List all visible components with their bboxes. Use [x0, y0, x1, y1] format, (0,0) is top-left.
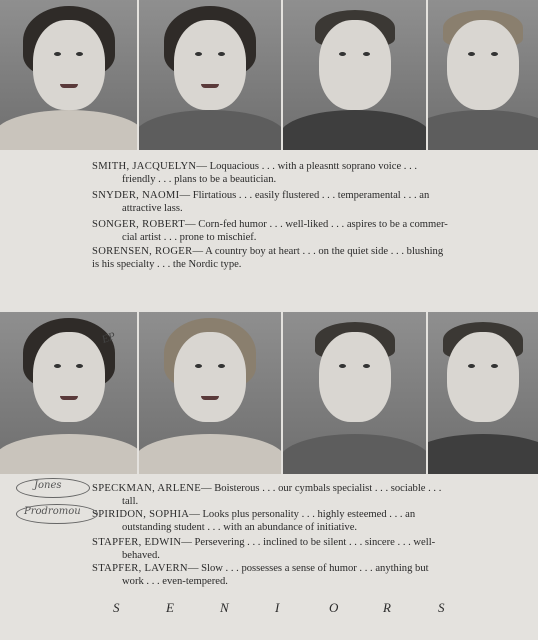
student-description-cont: outstanding student . . . with an abundance of initiative. — [122, 522, 358, 533]
student-description: — Corn-fed humor . . . well-liked . . . aspires to be a commer- — [185, 219, 448, 230]
student-name: SPECKMAN, ARLENE — [92, 483, 201, 494]
student-description: — Boisterous . . . our cymbals specialist . . . sociable . . . — [200, 483, 442, 494]
portrait-photo-songer — [283, 0, 426, 150]
footer-letter: S — [438, 600, 451, 615]
caption-stapfer-edwin — [92, 536, 477, 562]
student-description-cont: cial artist . . . prone to mischief. — [122, 232, 257, 243]
student-description-cont: is his specialty . . . the Nordic type. — [92, 259, 242, 270]
handwritten-note-jones: Jones — [34, 480, 62, 491]
student-name: SORENSEN, ROGER — [92, 246, 193, 257]
caption-spiridon — [92, 508, 477, 534]
caption-sorensen — [92, 245, 477, 271]
footer-letter: E — [166, 600, 180, 615]
footer-letter: I — [275, 600, 286, 615]
student-description-cont: friendly . . . plans to be a beautician. — [122, 174, 277, 185]
caption-speckman — [92, 482, 477, 508]
caption-snyder — [92, 189, 477, 215]
handwritten-initials: EP — [100, 330, 118, 346]
student-description: — A country boy at heart . . . on the quiet side . . . blushing — [192, 246, 444, 257]
student-name: SNYDER, NAOMI — [92, 190, 180, 201]
student-description: — Loquacious . . . with a pleasntt soprano voice . . . — [196, 161, 418, 172]
handwritten-note-prodromou: Prodromou — [24, 506, 81, 517]
portrait-photo-sorensen — [428, 0, 538, 150]
footer-letter: O — [329, 600, 345, 615]
student-description: — Slow . . . possesses a sense of humor . . . anything but — [187, 563, 429, 574]
portrait-photo-stapfer-edwin — [283, 312, 426, 474]
portrait-photo-smith — [0, 0, 137, 150]
student-name: STAPFER, LAVERN — [92, 563, 188, 574]
portrait-photo-spiridon — [139, 312, 281, 474]
student-description: — Persevering . . . inclined to be silent . . . sincere . . . well- — [181, 537, 436, 548]
student-description-cont: behaved. — [122, 550, 160, 561]
student-description-cont: work . . . even-tempered. — [122, 576, 228, 587]
student-name: SMITH, JACQUELYN — [92, 161, 197, 172]
portrait-photo-stapfer-lavern — [428, 312, 538, 474]
footer-letter: S — [113, 600, 126, 615]
caption-songer — [92, 218, 477, 244]
portrait-photo-speckman — [0, 312, 137, 474]
student-description: — Looks plus personality . . . highly esteemed . . . an — [189, 509, 416, 520]
student-description: — Flirtatious . . . easily flustered . . . temperamental . . . an — [179, 190, 430, 201]
student-name: STAPFER, EDWIN — [92, 537, 182, 548]
student-name: SONGER, ROBERT — [92, 219, 186, 230]
student-description-cont: attractive lass. — [122, 203, 183, 214]
caption-stapfer-lavern — [92, 562, 477, 588]
student-name: SPIRIDON, SOPHIA — [92, 509, 190, 520]
portrait-photo-snyder — [139, 0, 281, 150]
caption-smith — [92, 160, 477, 186]
footer-letter: N — [220, 600, 235, 615]
student-description-cont: tall. — [122, 496, 139, 507]
footer-letter: R — [383, 600, 397, 615]
